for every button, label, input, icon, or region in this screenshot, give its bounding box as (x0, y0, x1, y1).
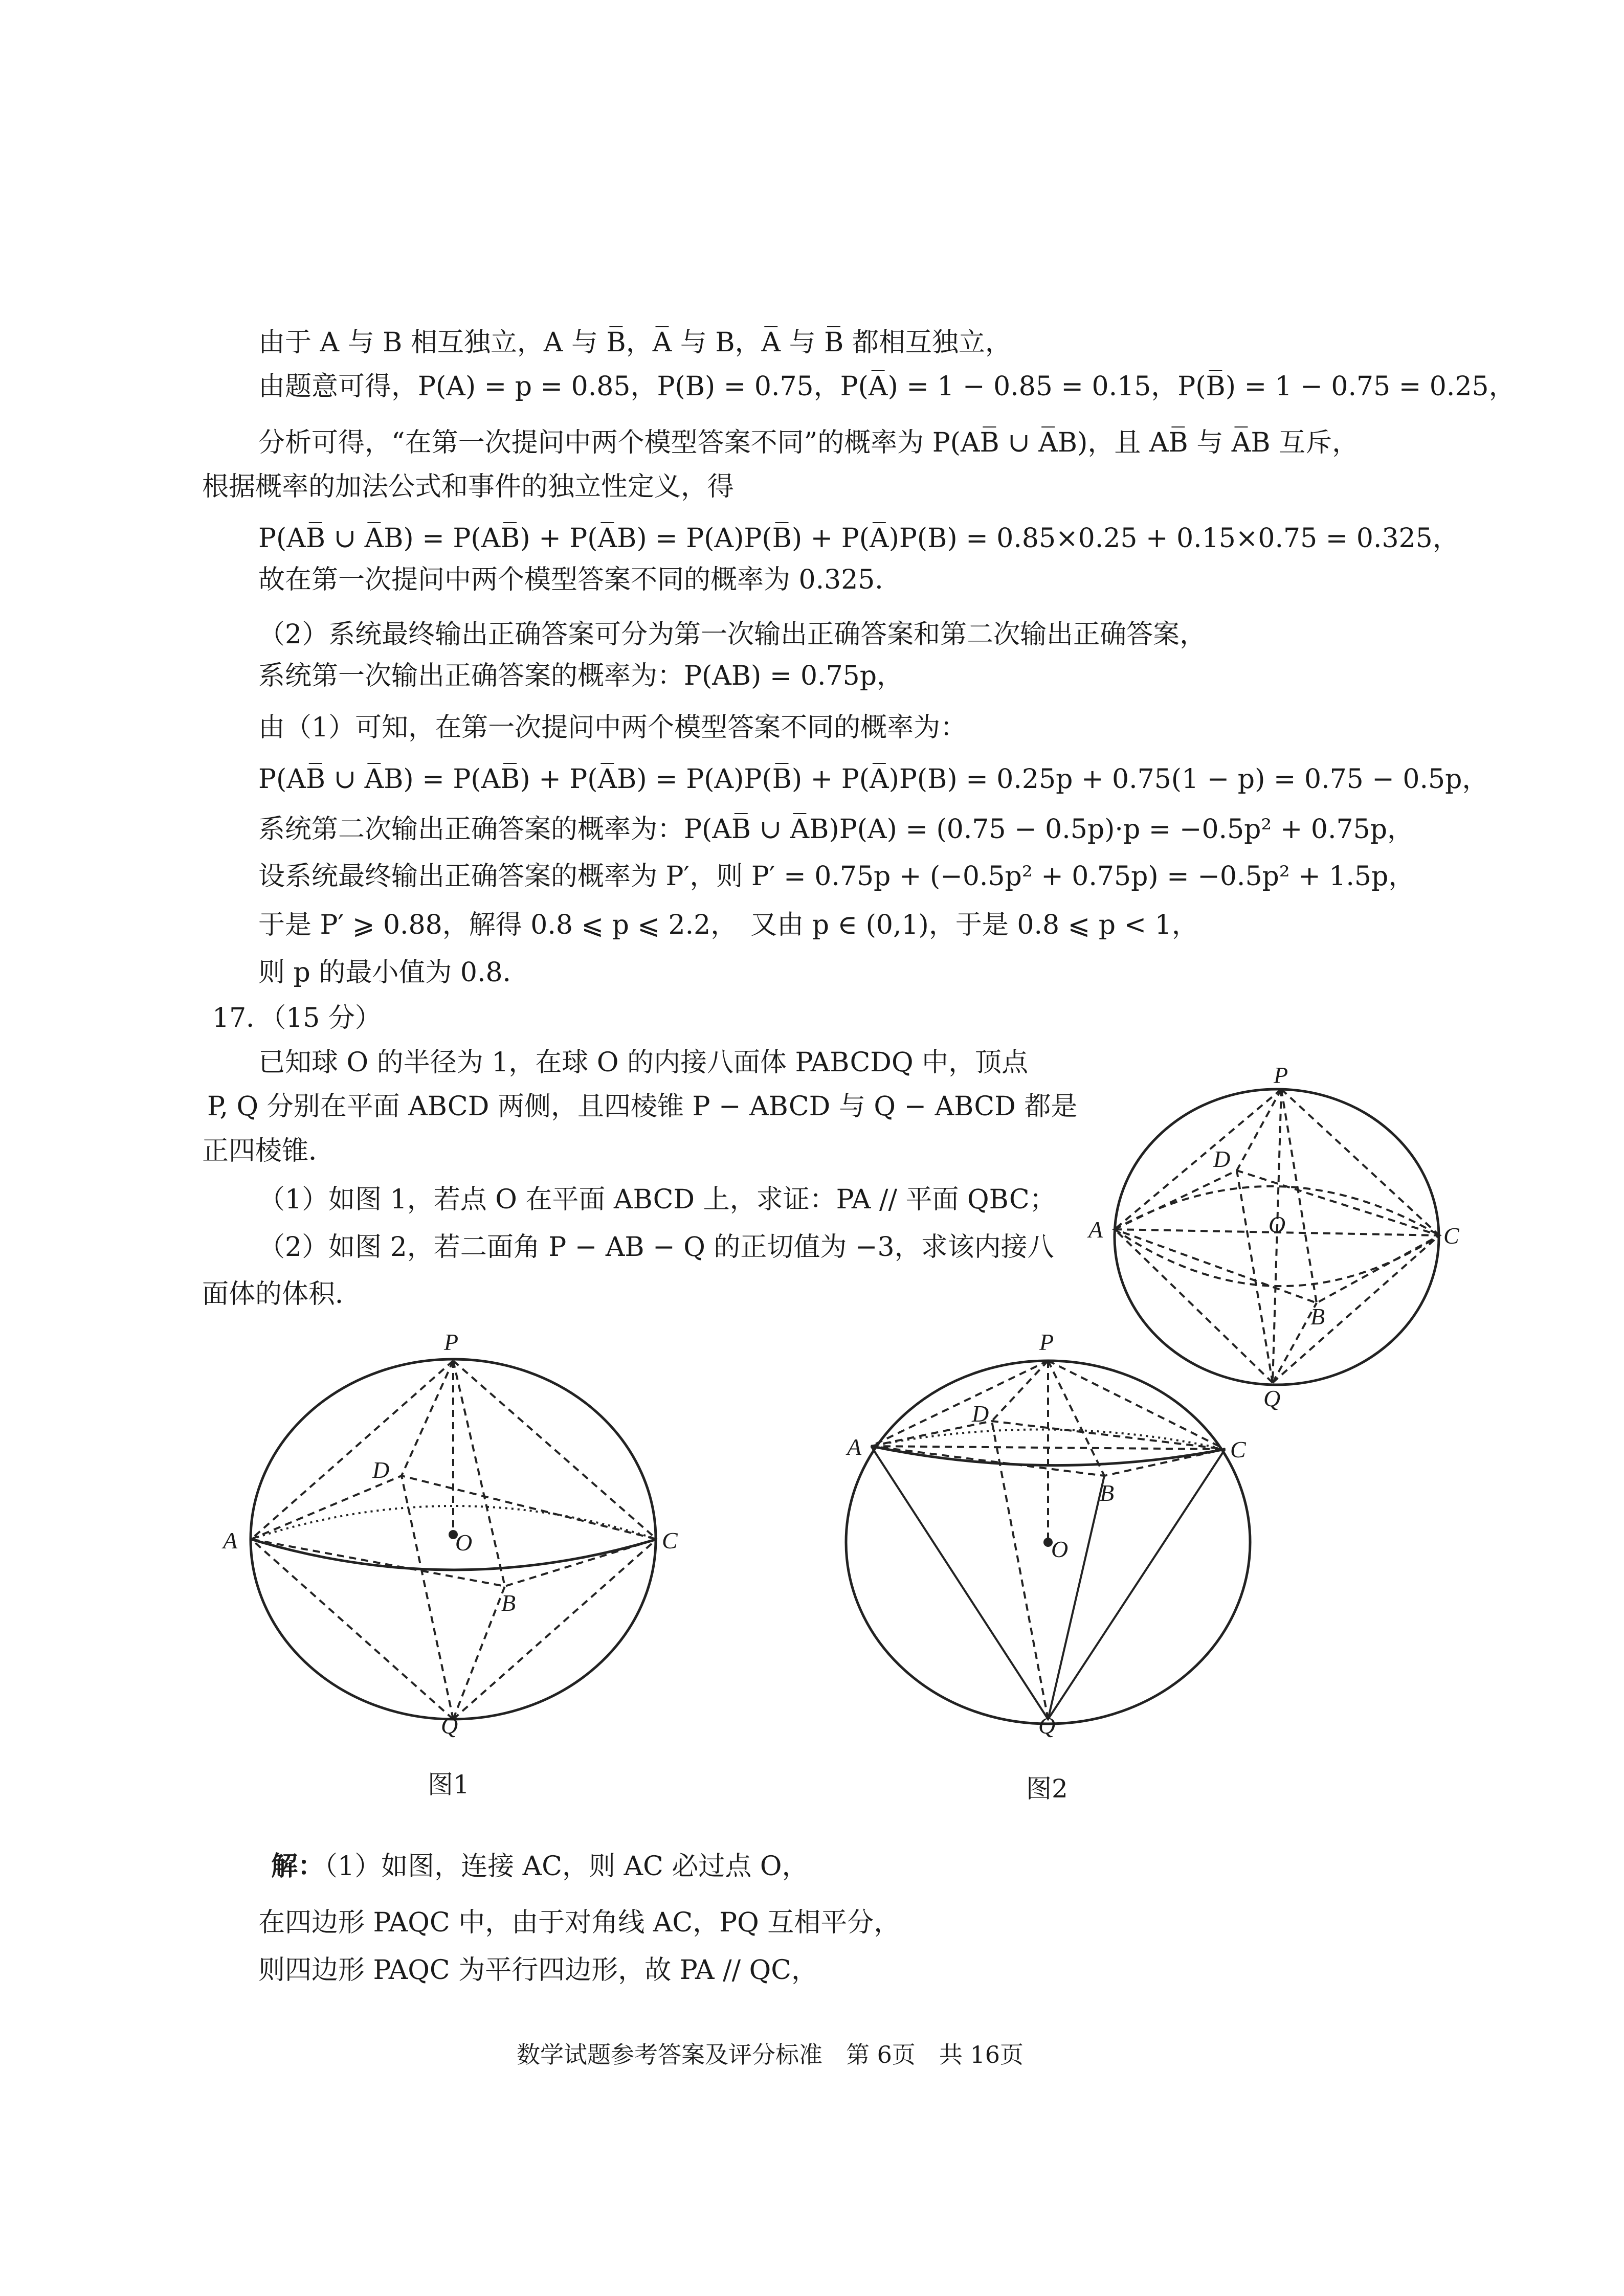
label-C: C (1443, 1223, 1459, 1249)
formula-line: P(AB̅ ∪ A̅B) = P(AB̅) + P(A̅B) = P(A)P(B̅) + P(A̅)P(B) = 0.85×0.25 + 0.15×0.75 = 0.325， (258, 523, 1459, 554)
label-C: C (1230, 1436, 1246, 1462)
figure-2 (846, 1361, 1250, 1724)
text-line: （1）如图 1，若点 O 在平面 ABCD 上，求证：PA // 平面 QBC； (258, 1184, 1056, 1215)
text-line: 由题意可得，P(A) = p = 0.85，P(B) = 0.75，P(A̅) = 1 − 0.85 = 0.15，P(B̅) = 1 − 0.75 = 0.25， (258, 371, 1516, 402)
text-line: （2）系统最终输出正确答案可分为第一次输出正确答案和第二次输出正确答案， (258, 619, 1207, 650)
text-line: 于是 P′ ⩾ 0.88，解得 0.8 ⩽ p ⩽ 2.2， 又由 p ∈ (0,1)，于是 0.8 ⩽ p < 1， (258, 910, 1198, 940)
figure-1-caption: 图1 (428, 1770, 470, 1799)
text-line: 正四棱锥． (202, 1136, 336, 1166)
text-line: 则 p 的最小值为 0.8． (258, 957, 529, 988)
text-line: 系统第一次输出正确答案的概率为：P(AB) = 0.75p， (258, 661, 904, 691)
solution-label: 解： (271, 1851, 325, 1882)
solution-line: 则四边形 PAQC 为平行四边形，故 PA // QC， (258, 1955, 818, 1986)
text-line: 面体的体积． (202, 1279, 362, 1310)
figure-2-caption: 图2 (1026, 1774, 1068, 1804)
formula-line: P(AB̅ ∪ A̅B) = P(AB̅) + P(A̅B) = P(A)P(B̅) + P(A̅)P(B) = 0.25p + 0.75(1 − p) = 0.75 − 0.5p， (258, 764, 1489, 795)
text-line: 根据概率的加法公式和事件的独立性定义，得 (202, 471, 735, 502)
text-line: 分析可得，“在第一次提问中两个模型答案不同”的概率为 P(AB̅ ∪ A̅B)，且 AB̅ 与 A̅B 互斥， (258, 427, 1359, 458)
label-O: O (1051, 1536, 1069, 1562)
page-footer: 数学试题参考答案及评分标准 第 6页 共 16页 (517, 2041, 1024, 2068)
text-line: 由于 A 与 B 相互独立，A 与 B̅，A̅ 与 B，A̅ 与 B̅ 都相互独立， (258, 327, 1012, 358)
label-Q: Q (1038, 1713, 1056, 1739)
text-line: P, Q 分别在平面 ABCD 两侧，且四棱锥 P − ABCD 与 Q − ABCD 都是 (207, 1091, 1078, 1122)
text-line: （2）如图 2，若二面角 P − AB − Q 的正切值为 −3，求该内接八 (258, 1232, 1054, 1263)
label-Q: Q (441, 1713, 458, 1739)
label-D: D (972, 1401, 989, 1427)
label-B: B (501, 1590, 516, 1616)
label-P: P (1039, 1329, 1054, 1355)
label-O: O (455, 1529, 473, 1556)
label-P: P (444, 1329, 459, 1355)
solution-line (271, 1851, 809, 1882)
text-line: 故在第一次提问中两个模型答案不同的概率为 0.325． (258, 565, 902, 595)
label-Q: Q (1263, 1385, 1281, 1411)
solution-text: （1）如图，连接 AC，则 AC 必过点 O， (324, 1851, 809, 1882)
label-D: D (372, 1457, 390, 1483)
text-line: 系统第二次输出正确答案的概率为：P(AB̅ ∪ A̅B)P(A) = (0.75 − 0.5p)·p = −0.5p² + 0.75p， (258, 814, 1414, 845)
label-C: C (662, 1527, 678, 1554)
figure-1 (251, 1359, 657, 1719)
solution-line: 在四边形 PAQC 中，由于对角线 AC，PQ 互相平分， (258, 1907, 901, 1938)
text-line: 设系统最终输出正确答案的概率为 P′，则 P′ = 0.75p + (−0.5p² + 0.75p) = −0.5p² + 1.5p， (258, 861, 1415, 892)
label-B: B (1310, 1303, 1325, 1330)
text-line: 已知球 O 的半径为 1，在球 O 的内接八面体 PABCDQ 中，顶点 (258, 1047, 1029, 1078)
label-B: B (1100, 1480, 1115, 1506)
label-A: A (223, 1527, 238, 1554)
label-P: P (1274, 1062, 1288, 1088)
label-A: A (847, 1434, 862, 1460)
question-number: 17．（15 分） (212, 1003, 382, 1033)
label-O: O (1269, 1211, 1286, 1237)
label-D: D (1213, 1146, 1231, 1172)
label-A: A (1088, 1217, 1103, 1243)
text-line: 由（1）可知，在第一次提问中两个模型答案不同的概率为： (258, 712, 967, 743)
